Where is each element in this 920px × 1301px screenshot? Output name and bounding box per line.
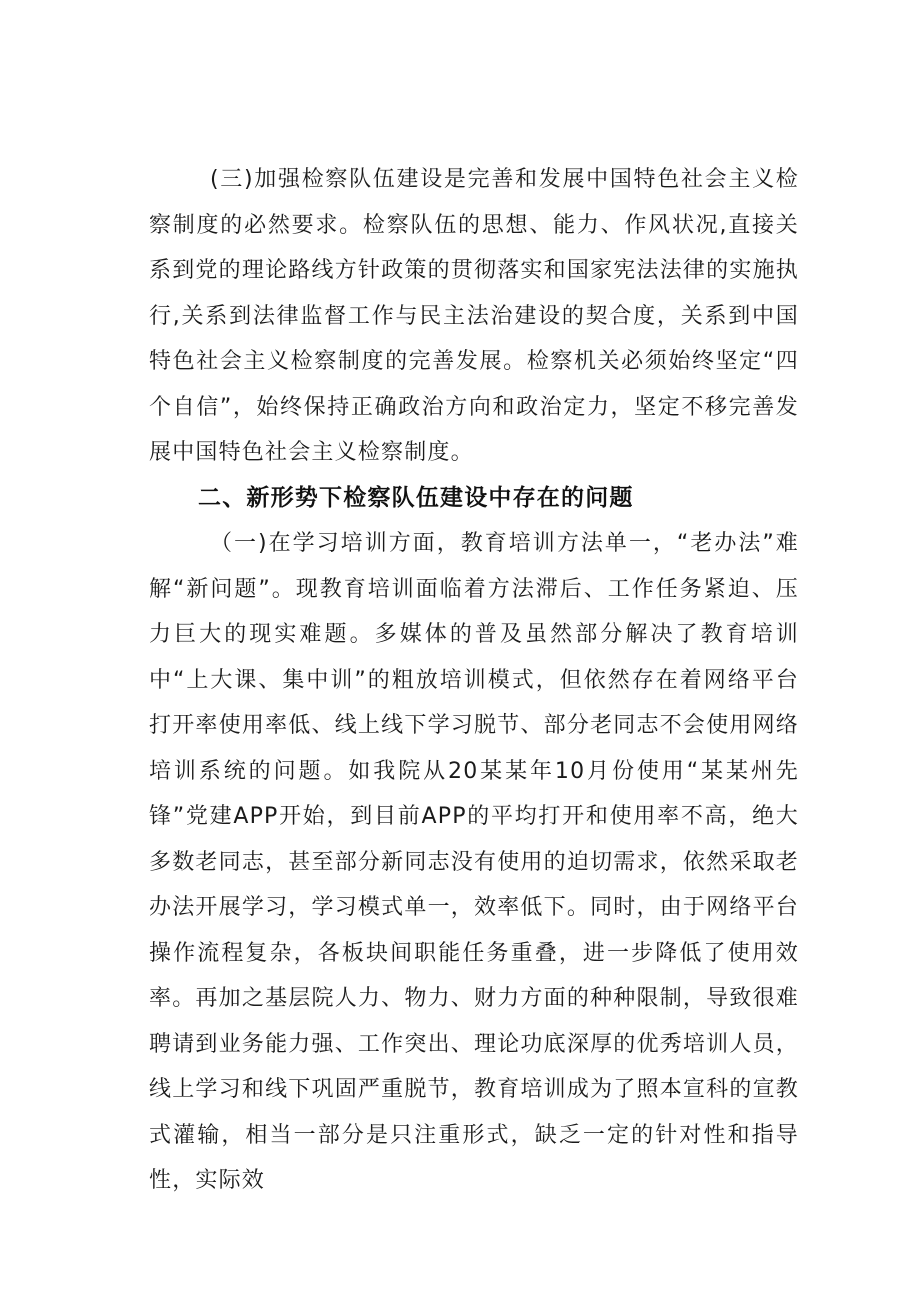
section-heading: 二、新形势下检察队伍建设中存在的问题 <box>198 484 634 511</box>
paragraph-three: (三)加强检察队伍建设是完善和发展中国特色社会主义检察制度的必然要求。检察队伍的思想、能力、作风状况,直接关系到党的理论路线方针政策的贯彻落实和国家宪法法律的实施执行,关系到法律监督工作与民主法治建设的契合度，关系到中国特色社会主义检察制度的完善发展。检察机关必须始终坚定“四个自信”，始终保持正确政治方向和政治定力，坚定不移完善发展中国特色社会主义检察制度。 <box>149 167 799 465</box>
document-body <box>149 157 799 1204</box>
paragraph-one: （一)在学习培训方面，教育培训方法单一，“老办法”难解“新问题”。现教育培训面临着方法滞后、工作任务紧迫、压力巨大的现实难题。多媒体的普及虽然部分解决了教育培训中“上大课、集中训”的粗放培训模式，但依然存在着网络平台打开率使用率低、线上线下学习脱节、部分老同志不会使用网络培训系统的问题。如我院从20某某年10月份使用“某某州先锋”党建APP开始，到目前APP的平均打开和使用率不高，绝大多数老同志，甚至部分新同志没有使用的迫切需求，依然采取老办法开展学习，学习模式单一，效率低下。同时，由于网络平台操作流程复杂，各板块间职能任务重叠，进一步降低了使用效率。再加之基层院人力、物力、财力方面的种种限制，导致很难聘请到业务能力强、工作突出、理论功底深厚的优秀培训人员，线上学习和线下巩固严重脱节，教育培训成为了照本宣科的宣教式灌输，相当一部分是只注重形式，缺乏一定的针对性和指导性，实际效 <box>149 531 799 1193</box>
